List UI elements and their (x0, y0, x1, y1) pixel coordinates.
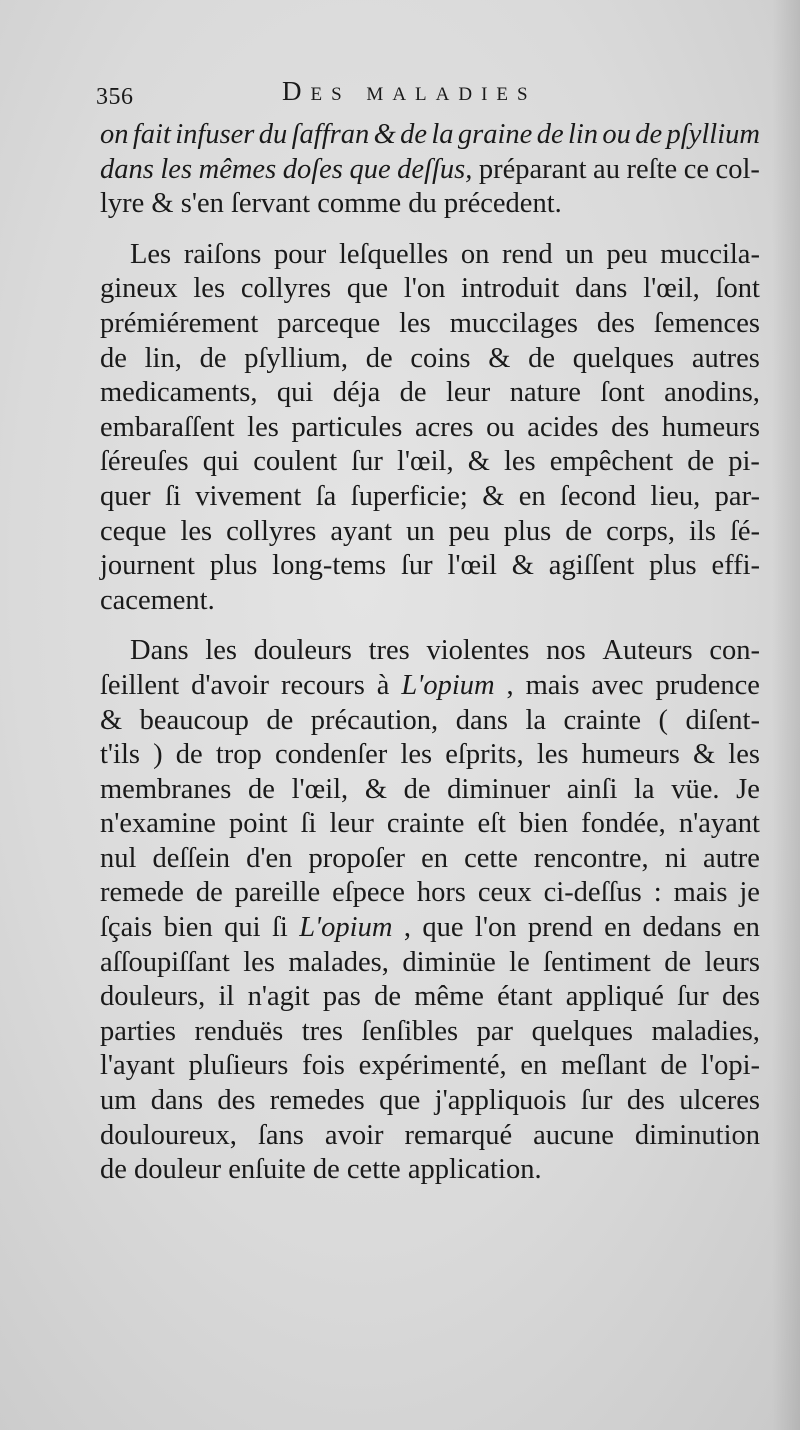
word: coins (410, 342, 471, 374)
word: effi- (711, 550, 760, 582)
word: Les (130, 238, 172, 270)
word: medicaments, (100, 377, 258, 409)
word: ceux (477, 877, 532, 909)
word: en (604, 912, 632, 944)
word: qui (202, 446, 240, 478)
paragraph (100, 634, 760, 1188)
word: pi- (728, 446, 760, 478)
word: en (520, 1050, 548, 1082)
word: trop (215, 739, 262, 771)
word: acides (527, 411, 599, 443)
word: Auteurs (602, 635, 693, 667)
word: tres (368, 635, 410, 667)
word: remede (100, 877, 184, 909)
word: des (611, 411, 650, 443)
word: ſa (315, 480, 337, 512)
word: journent (100, 550, 195, 582)
word: pour (274, 238, 327, 270)
word: mêmes (198, 153, 277, 185)
page-number: 356 (96, 84, 134, 110)
word: deſſus, (397, 153, 473, 185)
word: précaution, (310, 704, 439, 736)
word: l'œil, (291, 773, 349, 805)
word: les (400, 739, 433, 771)
word: ayant (330, 515, 393, 547)
word: tres (301, 1015, 343, 1047)
word: eſpece (332, 877, 405, 909)
word: & (100, 704, 123, 736)
word: ſçais (100, 912, 153, 944)
word: pluſieurs (188, 1050, 289, 1082)
word: L'opium (401, 669, 495, 701)
word: ſaffran (291, 119, 370, 150)
word: n'agit (247, 981, 310, 1013)
word: en (733, 912, 760, 944)
word: humeurs (661, 411, 760, 443)
word: doſes (282, 153, 343, 185)
word: : (653, 877, 662, 909)
word: plus (649, 550, 697, 582)
word: embaraſſent (100, 411, 235, 443)
word: vüe. (671, 773, 720, 805)
text-line (100, 376, 760, 411)
word: l'opi- (701, 1050, 760, 1082)
word: cette (464, 842, 518, 874)
word: meſlant (561, 1050, 647, 1082)
text-line (100, 153, 760, 188)
word: douleurs (253, 635, 352, 667)
word: humeurs (581, 739, 680, 771)
word: préparant (478, 153, 587, 185)
word: je (739, 877, 760, 909)
text-line (100, 773, 760, 808)
word: L'opium (299, 912, 393, 944)
word: ils (689, 515, 716, 547)
word: les (247, 411, 279, 443)
word: de (400, 119, 428, 150)
word: ſemences (653, 307, 760, 339)
word: t'ils (100, 739, 140, 771)
word: que (379, 1085, 421, 1117)
word: avec (591, 669, 644, 701)
word: condenſer (274, 739, 388, 771)
text-line (100, 634, 760, 669)
word: con- (709, 635, 760, 667)
word: membranes (100, 773, 232, 805)
word: malades, (288, 946, 389, 978)
word: prudence (655, 669, 760, 701)
word: de (399, 377, 427, 409)
word: ſi (300, 808, 317, 840)
word: quelques (572, 342, 675, 374)
word: on (460, 238, 490, 270)
word: expérimenté, (358, 1050, 507, 1082)
word: dans (150, 1085, 204, 1117)
word: des (596, 307, 635, 339)
word: ſur (580, 1085, 613, 1117)
word: recours (280, 669, 365, 701)
word: quer (100, 480, 151, 512)
text-line (100, 515, 760, 550)
word: nul (100, 842, 137, 874)
word: l'œil (447, 550, 497, 582)
word: ſi (165, 480, 181, 512)
word: mais (525, 669, 580, 701)
word: ce (683, 153, 709, 185)
word: ſur (351, 446, 383, 478)
word: particules (291, 411, 403, 443)
word: le (509, 946, 530, 978)
word: leſquelles (338, 238, 449, 270)
word: que (346, 273, 389, 305)
word: um (100, 1085, 137, 1117)
word: nos (546, 635, 586, 667)
word: renduës (194, 1015, 284, 1047)
word: ) (153, 739, 163, 771)
word: les (503, 446, 536, 478)
word: diminuer (447, 773, 551, 805)
word: ſentiment (543, 946, 651, 978)
text-line (100, 118, 760, 153)
word: gineux (100, 273, 178, 305)
text-line (100, 911, 760, 946)
text-line (100, 307, 760, 342)
word: parties (100, 1015, 176, 1047)
word: n'ayant (678, 808, 760, 840)
word: ſur (400, 550, 433, 582)
word: prend (527, 912, 593, 944)
word: du (258, 119, 288, 150)
word: ou (602, 119, 631, 150)
word: qui (224, 912, 261, 944)
word: nature (509, 377, 581, 409)
word: pareille (234, 877, 321, 909)
word: coulent (253, 446, 338, 478)
word: de (175, 739, 203, 771)
text-line (100, 480, 760, 515)
word: hors (416, 877, 466, 909)
word: ſont (600, 377, 645, 409)
word: de (660, 1050, 688, 1082)
word: bien (518, 808, 569, 840)
word: de (100, 342, 127, 374)
word: de (664, 946, 692, 978)
word: pas (322, 981, 361, 1013)
word: par- (714, 480, 760, 512)
word: on (100, 119, 129, 150)
word: peu (606, 238, 648, 270)
word: les (243, 946, 275, 978)
word: la (525, 704, 547, 736)
word: reſte (626, 153, 678, 185)
word: ſenſibles (361, 1015, 459, 1047)
word: que (422, 912, 464, 944)
paragraph (100, 238, 760, 619)
word: diſent- (685, 704, 760, 736)
word: ainſi (566, 773, 618, 805)
word: parceque (277, 307, 381, 339)
word: j'appliquois (434, 1085, 567, 1117)
word: ſuperficie; (350, 480, 468, 512)
word: peu (448, 515, 490, 547)
word: Dans (130, 635, 189, 667)
word: l'œil, (396, 446, 454, 478)
word: vivement (195, 480, 302, 512)
word: de (536, 119, 564, 150)
text-line (100, 876, 760, 911)
word: lieu, (650, 480, 701, 512)
word: leurs (704, 946, 760, 978)
word: les (536, 739, 569, 771)
text-line (100, 1049, 760, 1084)
text-line (100, 549, 760, 584)
word: l'œil, (643, 273, 700, 305)
running-head: Des maladies (282, 76, 537, 106)
word: quelques (531, 1015, 633, 1047)
paragraph (100, 118, 760, 222)
word: un (565, 238, 594, 270)
word: dans (100, 153, 154, 185)
word: empêchent (549, 446, 674, 478)
word: mais (673, 877, 728, 909)
word: plus (209, 550, 258, 582)
word: de (374, 981, 402, 1013)
word: dans (455, 704, 508, 736)
word: qui (276, 377, 314, 409)
paragraph-gap (100, 618, 760, 634)
word: en (421, 842, 448, 874)
word: aſſoupiſſant (100, 946, 230, 978)
word: aucune (533, 1119, 614, 1151)
word: de (565, 515, 593, 547)
word: agiſſent (548, 550, 635, 582)
word: introduit (461, 273, 560, 305)
word: diminution (634, 1119, 760, 1151)
text-line (100, 445, 760, 480)
word: ( (658, 704, 669, 736)
word: déja (332, 377, 381, 409)
word: remedes (269, 1085, 365, 1117)
word: de (266, 704, 294, 736)
word: & (364, 773, 387, 805)
word: long-tems (272, 550, 387, 582)
word: lin, (144, 342, 182, 374)
word: crainte (386, 808, 465, 840)
word: la (634, 773, 655, 805)
word: leur (445, 377, 491, 409)
word: muccilages (449, 307, 578, 339)
word: ſé- (729, 515, 760, 547)
word: ou (486, 411, 515, 443)
word: ſéreuſes (100, 446, 189, 478)
word: l'on (474, 912, 517, 944)
page-edge-shadow (772, 0, 800, 1430)
word: ſans (257, 1119, 304, 1151)
word: fois (302, 1050, 345, 1082)
word: & (373, 119, 396, 150)
text-line (100, 342, 760, 377)
word: les (193, 273, 226, 305)
text-line (100, 238, 760, 273)
text-segment: cacement. (100, 584, 215, 616)
word: n'examine (100, 808, 216, 840)
word: plus (503, 515, 552, 547)
word: raiſons (183, 238, 262, 270)
word: anodins, (664, 377, 760, 409)
word: de (635, 119, 663, 150)
word: de (403, 773, 431, 805)
word: & (692, 739, 716, 771)
text-line (100, 1015, 760, 1050)
word: crainte (563, 704, 642, 736)
word: de (195, 877, 223, 909)
text-line (100, 272, 760, 307)
word: ceque (100, 515, 167, 547)
text-line (100, 738, 760, 773)
word: graine (457, 119, 533, 150)
word: diminüe (402, 946, 496, 978)
word: infuser (175, 119, 255, 150)
text-line (100, 807, 760, 842)
word: les (205, 635, 237, 667)
word: dans (575, 273, 628, 305)
word: ſeillent (100, 669, 180, 701)
word: & (482, 480, 505, 512)
word: ni (664, 842, 687, 874)
word: appliqué (565, 981, 664, 1013)
word: col- (715, 153, 760, 185)
word: , (506, 669, 514, 701)
word: ci-deſſus (543, 877, 642, 909)
text-segment: de douleur enſuite de cette application. (100, 1154, 542, 1186)
word: muccila- (660, 238, 760, 270)
word: de (248, 773, 275, 805)
text-line (100, 1119, 760, 1154)
word: avoir (324, 1119, 384, 1151)
text-line (100, 584, 760, 619)
word: ulceres (679, 1085, 760, 1117)
word: fondée, (581, 808, 666, 840)
word: de (365, 342, 393, 374)
word: les (160, 153, 193, 185)
word: un (406, 515, 435, 547)
word: maladies, (651, 1015, 760, 1047)
word: par (476, 1015, 514, 1047)
word: pſyllium, (244, 342, 348, 374)
word: des (626, 1085, 665, 1117)
word: ſont (715, 273, 760, 305)
text-line (100, 187, 760, 222)
word: beaucoup (139, 704, 249, 736)
text-line (100, 980, 760, 1015)
word: ſecond (560, 480, 637, 512)
word: l'ayant (100, 1050, 175, 1082)
word: & (511, 550, 534, 582)
word: Je (736, 773, 760, 805)
word: que (349, 153, 391, 185)
word: douloureux, (100, 1119, 237, 1151)
word: rencontre, (533, 842, 649, 874)
text-line (100, 669, 760, 704)
word: de (199, 342, 227, 374)
word: propoſer (308, 842, 406, 874)
word: eſt (477, 808, 506, 840)
word: à (376, 669, 390, 701)
paragraph-gap (100, 222, 760, 238)
word: ſi (271, 912, 288, 944)
word: , (403, 912, 411, 944)
word: ſur (677, 981, 709, 1013)
word: de (687, 446, 715, 478)
word: d'en (246, 842, 293, 874)
text-line (100, 1153, 760, 1188)
word: deſſein (152, 842, 231, 874)
word: prémiérement (100, 307, 259, 339)
word: même (414, 981, 484, 1013)
word: la (431, 119, 454, 150)
word: collyres (240, 273, 332, 305)
word: il (218, 981, 235, 1013)
word: au (593, 153, 620, 185)
word: l'on (403, 273, 446, 305)
word: étant (497, 981, 553, 1013)
word: les (728, 739, 760, 771)
word: d'avoir (191, 669, 270, 701)
word: fait (132, 119, 171, 150)
text-segment: lyre & s'en ſervant comme du précedent. (100, 188, 562, 220)
word: rend (501, 238, 553, 270)
word: lin (567, 119, 599, 150)
word: collyres (226, 515, 317, 547)
text-line (100, 411, 760, 446)
word: point (228, 808, 288, 840)
word: en (518, 480, 546, 512)
word: autre (702, 842, 760, 874)
text-line (100, 842, 760, 877)
text-line (100, 946, 760, 981)
word: dedans (642, 912, 722, 944)
word: douleurs, (100, 981, 206, 1013)
word: bien (163, 912, 213, 944)
word: remarqué (404, 1119, 513, 1151)
word: & (467, 446, 490, 478)
word: les (399, 307, 431, 339)
word: corps, (606, 515, 675, 547)
word: & (488, 342, 511, 374)
text-line (100, 1084, 760, 1119)
word: autres (691, 342, 760, 374)
word: les (180, 515, 213, 547)
word: violentes (426, 635, 530, 667)
text-line (100, 704, 760, 739)
word: leur (329, 808, 374, 840)
word: acres (414, 411, 474, 443)
word: des (721, 981, 760, 1013)
body-text (100, 118, 760, 1188)
word: eſprits, (445, 739, 524, 771)
word: des (217, 1085, 256, 1117)
word: de (528, 342, 556, 374)
word: pſyllium (666, 119, 760, 150)
